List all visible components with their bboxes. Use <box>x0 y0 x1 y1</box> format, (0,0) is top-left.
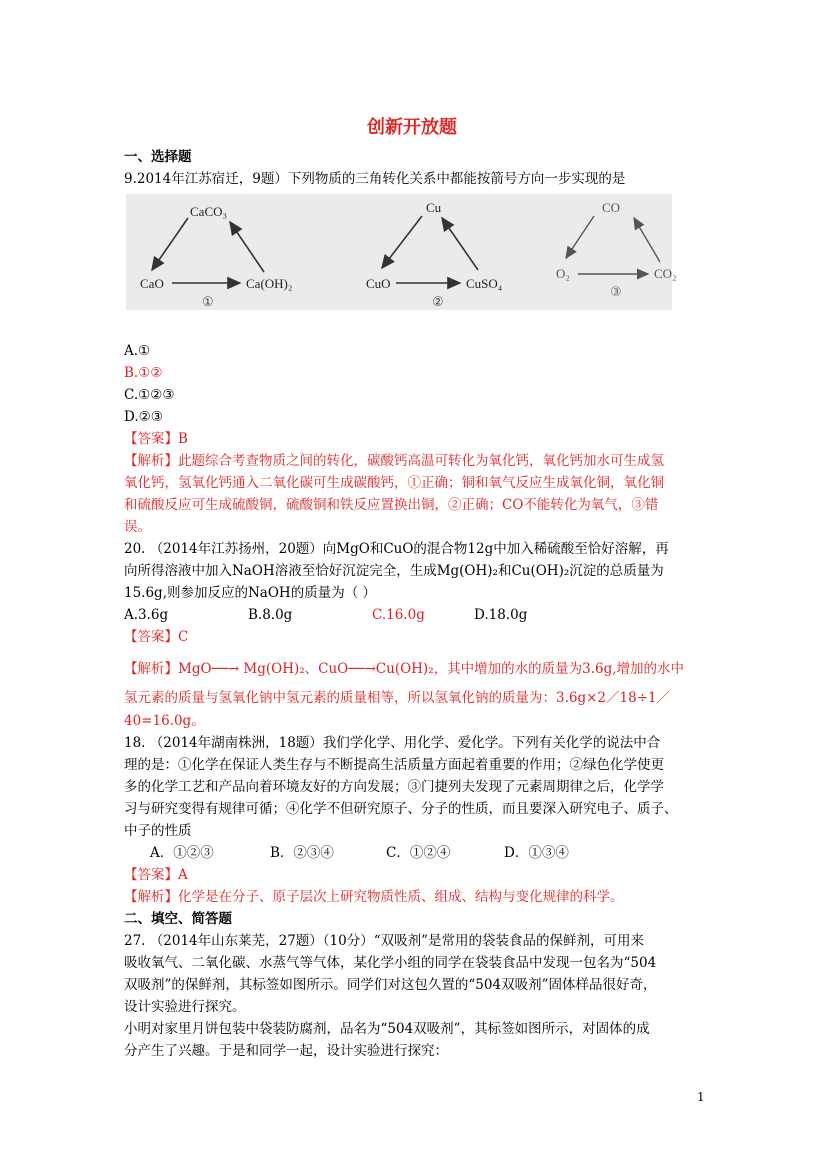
d1-right: Ca(OH)₂ <box>246 276 293 291</box>
q18-option-b: B．②③④ <box>270 845 334 861</box>
q9-option-b: B.①② <box>124 365 163 381</box>
d2-arrow-right-top <box>442 218 478 270</box>
q18-analysis: 【解析】化学是在分子、原子层次上研究物质性质、组成、结构与变化规律的科学。 <box>124 889 624 905</box>
q9-analysis-line: 【解析】此题综合考查物质之间的转化，碳酸钙高温可转化为氧化钙，氧化钙加水可生成氢 <box>124 453 664 469</box>
q27-line: 分产生了兴趣。于是和同学一起，设计实验进行探究： <box>124 1043 448 1059</box>
d1-arrow-right-top <box>230 222 264 272</box>
q20-option-a: A.3.6g <box>124 607 169 623</box>
d2-right: CuSO₄ <box>466 276 503 291</box>
q20-analysis-line: 氢元素的质量与氢氧化钠中氢元素的质量相等，所以氢氧化钠的质量为：3.6g×2／18÷1／ <box>124 690 671 706</box>
q9-analysis-line: 和硫酸反应可生成硫酸铜，硫酸铜和铁反应置换出铜，②正确；CO不能转化为氧气，③错 <box>124 497 659 513</box>
d3-right: CO₂ <box>654 266 677 281</box>
conversion-triangles <box>126 194 677 310</box>
q20-stem-line: 15.6g,则参加反应的NaOH的质量为（ ） <box>124 585 376 601</box>
d3-left: O₂ <box>556 266 570 281</box>
q18-stem-line: 理的是：①化学在保证人类生存与不断提高生活质量方面起着重要的作用；②绿色化学使更 <box>124 757 664 773</box>
q20-analysis-line: 40=16.0g。 <box>124 713 205 729</box>
q18-stem-line: 习与研究变得有规律可循；④化学不但研究原子、分子的性质，而且要深入研究电子、质子、 <box>124 801 678 817</box>
d1-top: CaCO₃ <box>190 204 228 219</box>
d2-left: CuO <box>366 276 391 291</box>
q9-analysis-line: 氧化钙，氢氧化钙通入二氧化碳可生成碳酸钙，①正确；铜和氧气反应生成氧化铜，氧化铜 <box>124 475 664 491</box>
q20-option-d: D.18.0g <box>474 607 528 623</box>
q20-stem-line: 20. （2014年江苏扬州，20题）向MgO和CuO的混合物12g中加入稀硫酸至恰好溶解，再 <box>124 541 669 557</box>
d1-num: ① <box>202 295 214 310</box>
section-heading-fill: 二、填空、简答题 <box>124 911 232 927</box>
q18-stem-line: 18. （2014年湖南株洲，18题）我们学化学、用化学、爱化学。下列有关化学的说法中合 <box>124 735 661 751</box>
q9-option-d: D.②③ <box>124 409 163 425</box>
q18-option-a: A．①②③ <box>150 845 214 861</box>
d1-arrow-top-left <box>152 218 188 270</box>
q20-answer: 【答案】C <box>124 629 189 645</box>
page-title: 创新开放题 <box>367 117 457 138</box>
q20-option-c: C.16.0g <box>372 607 425 623</box>
q20-option-b: B.8.0g <box>248 607 293 623</box>
q20-stem-line: 向所得溶液中加入NaOH溶液至恰好沉淀完全，生成Mg(OH)₂和Cu(OH)₂沉淀的总质量为 <box>124 563 664 579</box>
q27-line: 双吸剂”的保鲜剂，其标签如图所示。同学们对这包久置的“504双吸剂”固体样品很好奇， <box>124 977 657 993</box>
q27-line: 小明对家里月饼包装中袋装防腐剂，品名为“504双吸剂”，其标签如图所示，对固体的成 <box>124 1021 650 1037</box>
d3-arrow-right-top <box>634 218 660 262</box>
q9-option-c: C.①②③ <box>124 387 175 403</box>
q18-stem-line: 中子的性质 <box>124 823 192 839</box>
d2-arrow-top-left <box>382 216 422 268</box>
d1-left: CaO <box>140 276 164 291</box>
q18-answer: 【答案】A <box>124 867 188 883</box>
d3-arrow-top-left <box>566 216 594 258</box>
q27-line: 27. （2014年山东莱芜，27题）（10分）“双吸剂”是常用的袋装食品的保鲜剂，可用来 <box>124 933 645 949</box>
q20-analysis-line: 【解析】MgO──→ Mg(OH)₂、CuO──→Cu(OH)₂，其中增加的水的质量为3.6g,增加的水中 <box>124 661 685 677</box>
d2-top: Cu <box>426 200 442 215</box>
section-heading-choice: 一、选择题 <box>124 149 192 165</box>
d3-top: CO <box>602 200 621 215</box>
q18-option-c: C．①②④ <box>386 845 451 861</box>
q27-line: 设计实验进行探究。 <box>124 999 246 1015</box>
q18-stem-line: 多的化学工艺和产品向着环境友好的方向发展；③门捷列夫发现了元素周期律之后，化学学 <box>124 779 664 795</box>
q9-answer: 【答案】B <box>124 431 188 447</box>
q27-line: 吸收氧气、二氧化碳、水蒸气等气体，某化学小组的同学在袋装食品中发现一包名为“504 <box>124 955 657 971</box>
q9-option-a: A.① <box>124 343 151 359</box>
d2-num: ② <box>432 295 444 310</box>
q18-option-d: D．①③④ <box>504 845 569 861</box>
q9-stem: 9.2014年江苏宿迁，9题）下列物质的三角转化关系中都能按箭号方向一步实现的是 <box>124 171 626 187</box>
q9-conversion-diagram <box>126 194 677 310</box>
page-number: 1 <box>697 1090 705 1104</box>
q9-analysis-line: 误。 <box>124 519 151 535</box>
d3-num: ③ <box>610 285 622 300</box>
